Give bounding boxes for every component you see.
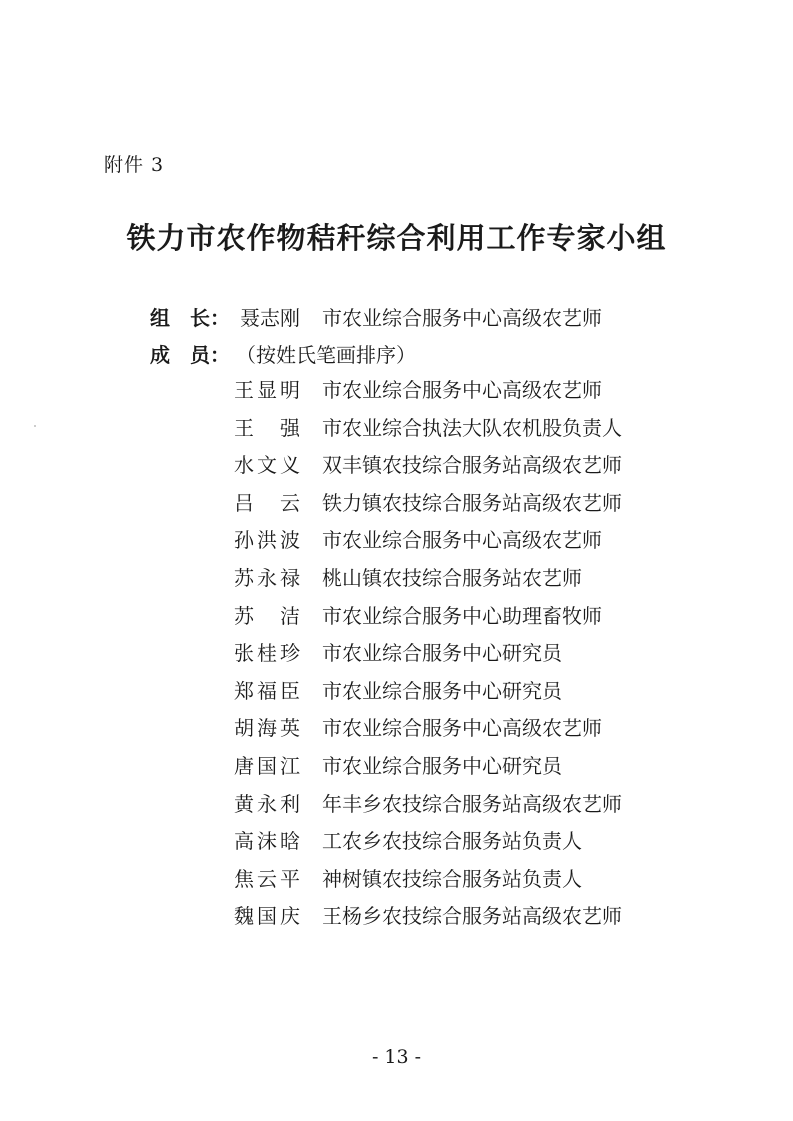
members-label: 成 员： (150, 343, 230, 367)
member-name: 魏国庆 (234, 904, 300, 929)
list-item (0, 489, 793, 527)
member-description: 市农业综合执法大队农机股负责人 (322, 415, 622, 440)
scan-speck (34, 425, 36, 427)
member-name: 张桂珍 (234, 641, 300, 666)
leader-label: 组 长： (150, 306, 230, 330)
member-description: 铁力镇农技综合服务站高级农艺师 (322, 490, 622, 515)
member-description: 工农乡农技综合服务站负责人 (322, 829, 582, 854)
member-name: 水文义 (234, 453, 300, 478)
member-description: 市农业综合服务中心高级农艺师 (322, 716, 602, 741)
list-item (0, 376, 793, 414)
order-note: （按姓氏笔画排序） (236, 343, 416, 367)
member-name: 苏永禄 (234, 565, 300, 590)
member-name: 高沫晗 (234, 829, 300, 854)
leader-description: 市农业综合服务中心高级农艺师 (322, 306, 602, 330)
list-item (0, 451, 793, 489)
list-item (0, 714, 793, 752)
list-item (0, 865, 793, 903)
list-item (0, 526, 793, 564)
list-item (0, 414, 793, 452)
list-item (0, 602, 793, 640)
member-description: 市农业综合服务中心高级农艺师 (322, 528, 602, 553)
member-name: 黄永利 (234, 791, 300, 816)
attachment-label: 附件 3 (104, 154, 165, 176)
page-number: - 13 - (371, 1046, 422, 1068)
member-description: 桃山镇农技综合服务站农艺师 (322, 565, 582, 590)
members-list (0, 376, 793, 940)
member-name: 苏 洁 (234, 603, 300, 628)
list-item (0, 564, 793, 602)
member-description: 市农业综合服务中心研究员 (322, 678, 562, 703)
list-item (0, 790, 793, 828)
document-title: 铁力市农作物秸秆综合利用工作专家小组 (126, 221, 667, 255)
member-description: 市农业综合服务中心助理畜牧师 (322, 603, 602, 628)
list-item (0, 902, 793, 940)
member-description: 双丰镇农技综合服务站高级农艺师 (322, 453, 622, 478)
member-description: 年丰乡农技综合服务站高级农艺师 (322, 791, 622, 816)
list-item (0, 752, 793, 790)
list-item (0, 827, 793, 865)
member-description: 神树镇农技综合服务站负责人 (322, 866, 582, 891)
member-description: 市农业综合服务中心研究员 (322, 641, 562, 666)
member-name: 郑福臣 (234, 678, 300, 703)
member-name: 唐国江 (234, 753, 300, 778)
list-item (0, 639, 793, 677)
list-item (0, 677, 793, 715)
member-description: 市农业综合服务中心研究员 (322, 753, 562, 778)
member-description: 王杨乡农技综合服务站高级农艺师 (322, 904, 622, 929)
member-description: 市农业综合服务中心高级农艺师 (322, 378, 602, 402)
member-name: 王 强 (234, 415, 300, 440)
member-name: 孙洪波 (234, 528, 300, 553)
member-name: 吕 云 (234, 490, 300, 515)
member-name: 王显明 (234, 378, 300, 402)
leader-name: 聂志刚 (240, 306, 300, 330)
member-name: 焦云平 (234, 866, 300, 891)
member-name: 胡海英 (234, 716, 300, 741)
